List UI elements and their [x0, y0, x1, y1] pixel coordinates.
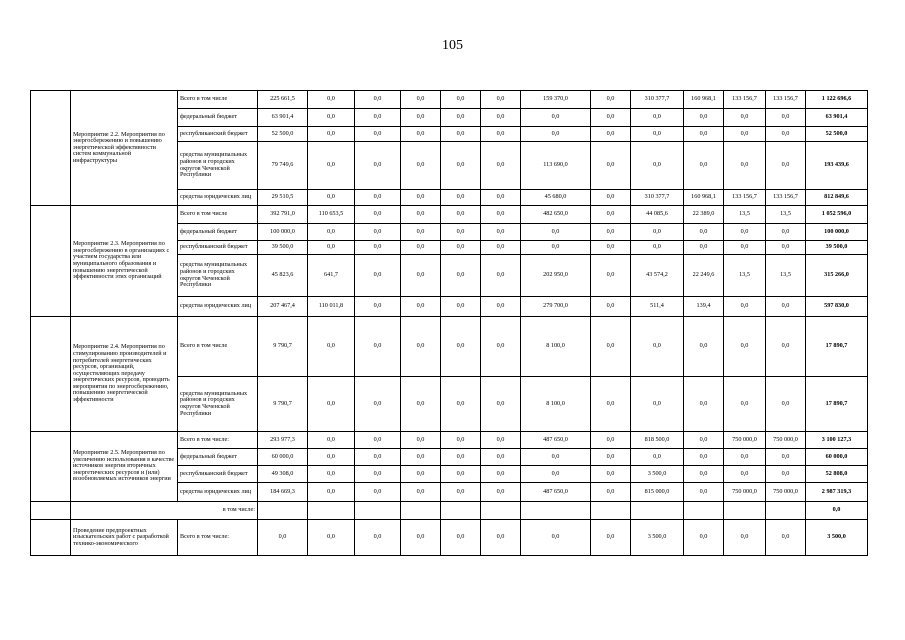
value-cell: 750 000,0 [766, 432, 806, 449]
value-cell: 13,5 [766, 255, 806, 297]
value-cell: 0,0 [401, 224, 441, 241]
value-cell: 0,0 [481, 255, 521, 297]
value-cell: 0,0 [481, 297, 521, 317]
value-cell: 0,0 [401, 190, 441, 206]
value-cell: 0,0 [401, 255, 441, 297]
value-cell: 0,0 [684, 483, 724, 502]
value-cell: 0,0 [355, 432, 401, 449]
value-cell: 113 690,0 [521, 142, 591, 190]
value-cell: 0,0 [481, 466, 521, 483]
value-cell: 0,0 [724, 297, 766, 317]
table-row [31, 317, 868, 377]
value-cell: 110 011,8 [308, 297, 355, 317]
value-cell: 0,0 [591, 449, 631, 466]
value-cell: 0,0 [441, 241, 481, 255]
value-cell: 815 000,0 [631, 483, 684, 502]
value-cell: 0,0 [684, 224, 724, 241]
value-cell [308, 502, 355, 520]
value-cell: 310 377,7 [631, 190, 684, 206]
table-row [31, 91, 868, 109]
value-cell: 0,0 [441, 466, 481, 483]
value-cell: 0,0 [684, 377, 724, 432]
value-cell: 0,0 [355, 206, 401, 224]
value-cell: 0,0 [591, 127, 631, 142]
value-cell: 0,0 [441, 483, 481, 502]
value-cell [766, 502, 806, 520]
value-cell: 0,0 [521, 127, 591, 142]
table-row [31, 432, 868, 449]
value-cell [631, 502, 684, 520]
value-cell: 641,7 [308, 255, 355, 297]
value-cell: 511,4 [631, 297, 684, 317]
funding-source-cell: средства муниципальных районов и городских округов Чеченской Республики [178, 377, 258, 432]
value-cell: 0,0 [684, 241, 724, 255]
value-cell: 3 500,0 [631, 466, 684, 483]
value-cell [401, 502, 441, 520]
value-cell: 0,0 [631, 224, 684, 241]
funding-source-cell: республиканский бюджет [178, 127, 258, 142]
total-cell: 597 830,0 [806, 297, 868, 317]
value-cell: 0,0 [684, 142, 724, 190]
value-cell: 0,0 [521, 466, 591, 483]
funding-source-cell: средства муниципальных районов и городских округов Чеченской Республики [178, 142, 258, 190]
value-cell: 750 000,0 [766, 483, 806, 502]
budget-table [30, 90, 868, 556]
value-cell: 0,0 [355, 377, 401, 432]
value-cell: 0,0 [308, 224, 355, 241]
page-number: 105 [442, 38, 463, 53]
total-cell: 3 500,0 [806, 520, 868, 556]
funding-source-cell: федеральный бюджет [178, 224, 258, 241]
value-cell: 0,0 [401, 466, 441, 483]
value-cell: 79 749,6 [258, 142, 308, 190]
value-cell: 0,0 [631, 317, 684, 377]
value-cell: 0,0 [481, 520, 521, 556]
value-cell: 0,0 [355, 224, 401, 241]
value-cell: 750 000,0 [724, 483, 766, 502]
funding-source-cell: республиканский бюджет [178, 466, 258, 483]
value-cell: 0,0 [591, 483, 631, 502]
value-cell: 0,0 [591, 377, 631, 432]
value-cell: 0,0 [766, 449, 806, 466]
total-cell: 2 987 319,3 [806, 483, 868, 502]
total-cell: 39 500,0 [806, 241, 868, 255]
value-cell: 0,0 [724, 241, 766, 255]
value-cell: 0,0 [308, 127, 355, 142]
value-cell: 45 680,0 [521, 190, 591, 206]
funding-source-cell: Всего в том числе: [178, 432, 258, 449]
value-cell: 0,0 [355, 91, 401, 109]
value-cell: 44 085,6 [631, 206, 684, 224]
value-cell: 310 377,7 [631, 91, 684, 109]
value-cell: 110 653,5 [308, 206, 355, 224]
value-cell: 0,0 [766, 224, 806, 241]
total-cell: 60 000,0 [806, 449, 868, 466]
value-cell [355, 502, 401, 520]
value-cell: 487 650,0 [521, 483, 591, 502]
value-cell: 22 249,6 [684, 255, 724, 297]
value-cell: 482 650,0 [521, 206, 591, 224]
value-cell: 0,0 [631, 142, 684, 190]
value-cell: 22 389,0 [684, 206, 724, 224]
value-cell: 133 156,7 [724, 91, 766, 109]
value-cell [481, 502, 521, 520]
table-body [31, 91, 868, 556]
value-cell: 9 790,7 [258, 317, 308, 377]
value-cell: 0,0 [308, 466, 355, 483]
value-cell: 0,0 [308, 483, 355, 502]
value-cell: 0,0 [766, 520, 806, 556]
value-cell: 207 467,4 [258, 297, 308, 317]
value-cell: 0,0 [631, 377, 684, 432]
value-cell: 160 968,1 [684, 91, 724, 109]
value-cell: 0,0 [684, 109, 724, 127]
value-cell: 0,0 [401, 317, 441, 377]
value-cell: 0,0 [441, 190, 481, 206]
value-cell: 0,0 [308, 317, 355, 377]
value-cell: 0,0 [591, 520, 631, 556]
number-cell [31, 432, 71, 502]
value-cell: 0,0 [591, 224, 631, 241]
value-cell: 0,0 [481, 317, 521, 377]
value-cell: 0,0 [591, 91, 631, 109]
value-cell: 0,0 [766, 466, 806, 483]
value-cell: 0,0 [401, 91, 441, 109]
funding-source-cell: федеральный бюджет [178, 449, 258, 466]
total-cell: 3 100 127,3 [806, 432, 868, 449]
value-cell: 0,0 [401, 109, 441, 127]
total-cell: 17 890,7 [806, 377, 868, 432]
value-cell: 160 968,1 [684, 190, 724, 206]
number-cell [31, 206, 71, 317]
value-cell: 0,0 [355, 449, 401, 466]
total-cell: 17 890,7 [806, 317, 868, 377]
value-cell: 0,0 [684, 449, 724, 466]
value-cell: 0,0 [355, 520, 401, 556]
value-cell: 0,0 [481, 109, 521, 127]
value-cell: 0,0 [631, 241, 684, 255]
value-cell: 0,0 [355, 109, 401, 127]
number-cell [31, 91, 71, 206]
value-cell: 39 500,0 [258, 241, 308, 255]
value-cell: 0,0 [355, 241, 401, 255]
value-cell: 8 100,0 [521, 377, 591, 432]
value-cell: 0,0 [521, 520, 591, 556]
value-cell: 0,0 [355, 255, 401, 297]
value-cell [591, 502, 631, 520]
funding-source-cell: Всего в том числе [178, 206, 258, 224]
value-cell: 100 000,0 [258, 224, 308, 241]
number-cell [31, 317, 71, 432]
measure-cell: Мероприятие 2.2. Мероприятия по энергосбережению и повышению энергетической эффективности систем коммунальной инфраструктуры [71, 91, 178, 206]
measure-cell: Мероприятие 2.3. Мероприятия по энергосбережению в организациях с участием государства или муниципального образования и повышению энергетической эффективности этих организаций [71, 206, 178, 317]
value-cell: 0,0 [441, 297, 481, 317]
value-cell: 0,0 [481, 206, 521, 224]
value-cell: 133 156,7 [766, 190, 806, 206]
value-cell: 0,0 [308, 241, 355, 255]
value-cell: 0,0 [591, 190, 631, 206]
value-cell: 133 156,7 [724, 190, 766, 206]
value-cell: 0,0 [401, 142, 441, 190]
value-cell: 63 901,4 [258, 109, 308, 127]
value-cell: 0,0 [441, 109, 481, 127]
table-row [31, 206, 868, 224]
value-cell: 139,4 [684, 297, 724, 317]
value-cell: 0,0 [766, 297, 806, 317]
value-cell: 0,0 [481, 91, 521, 109]
funding-source-cell: республиканский бюджет [178, 241, 258, 255]
value-cell: 0,0 [724, 127, 766, 142]
value-cell: 0,0 [766, 109, 806, 127]
value-cell: 0,0 [441, 91, 481, 109]
value-cell: 0,0 [591, 432, 631, 449]
value-cell: 0,0 [631, 449, 684, 466]
funding-source-cell: федеральный бюджет [178, 109, 258, 127]
value-cell: 49 308,0 [258, 466, 308, 483]
table-row [31, 520, 868, 556]
value-cell: 0,0 [724, 224, 766, 241]
value-cell: 225 661,5 [258, 91, 308, 109]
total-cell: 193 439,6 [806, 142, 868, 190]
value-cell [684, 502, 724, 520]
value-cell: 0,0 [766, 317, 806, 377]
value-cell: 13,5 [766, 206, 806, 224]
value-cell: 0,0 [684, 432, 724, 449]
total-cell: 315 266,0 [806, 255, 868, 297]
total-cell: 1 122 696,6 [806, 91, 868, 109]
value-cell: 0,0 [441, 224, 481, 241]
value-cell: 0,0 [401, 241, 441, 255]
including-label-cell: в том числе: [71, 502, 258, 520]
value-cell: 0,0 [684, 466, 724, 483]
value-cell: 0,0 [481, 127, 521, 142]
value-cell [521, 502, 591, 520]
value-cell: 0,0 [441, 432, 481, 449]
value-cell: 0,0 [481, 224, 521, 241]
value-cell: 0,0 [308, 91, 355, 109]
value-cell: 750 000,0 [724, 432, 766, 449]
funding-source-cell: средства муниципальных районов и городских округов Чеченской Республики [178, 255, 258, 297]
funding-source-cell: средства юридических лиц [178, 190, 258, 206]
value-cell: 0,0 [355, 317, 401, 377]
value-cell: 0,0 [401, 297, 441, 317]
value-cell: 0,0 [766, 142, 806, 190]
value-cell: 133 156,7 [766, 91, 806, 109]
total-cell: 1 052 596,0 [806, 206, 868, 224]
total-cell: 63 901,4 [806, 109, 868, 127]
value-cell: 392 791,0 [258, 206, 308, 224]
value-cell: 0,0 [441, 449, 481, 466]
value-cell: 0,0 [441, 206, 481, 224]
value-cell: 0,0 [308, 432, 355, 449]
value-cell: 0,0 [308, 520, 355, 556]
value-cell: 0,0 [481, 432, 521, 449]
value-cell: 0,0 [441, 317, 481, 377]
value-cell: 60 000,0 [258, 449, 308, 466]
value-cell: 0,0 [441, 255, 481, 297]
value-cell: 279 700,0 [521, 297, 591, 317]
value-cell: 202 950,0 [521, 255, 591, 297]
value-cell: 0,0 [481, 449, 521, 466]
number-cell [31, 502, 71, 520]
value-cell: 0,0 [591, 206, 631, 224]
value-cell: 0,0 [401, 432, 441, 449]
value-cell: 0,0 [355, 297, 401, 317]
value-cell: 45 823,6 [258, 255, 308, 297]
value-cell: 0,0 [481, 377, 521, 432]
funding-source-cell: Всего в том числе: [178, 520, 258, 556]
total-cell: 812 849,6 [806, 190, 868, 206]
value-cell: 52 500,0 [258, 127, 308, 142]
funding-source-cell: Всего в том числе [178, 317, 258, 377]
value-cell: 0,0 [481, 483, 521, 502]
value-cell: 0,0 [441, 127, 481, 142]
value-cell: 0,0 [481, 142, 521, 190]
value-cell: 0,0 [724, 449, 766, 466]
value-cell: 0,0 [308, 449, 355, 466]
value-cell: 0,0 [481, 190, 521, 206]
value-cell: 0,0 [401, 127, 441, 142]
value-cell: 0,0 [724, 520, 766, 556]
funding-source-cell: Всего в том числе [178, 91, 258, 109]
value-cell: 0,0 [724, 377, 766, 432]
value-cell: 0,0 [401, 377, 441, 432]
value-cell [258, 502, 308, 520]
value-cell: 8 100,0 [521, 317, 591, 377]
value-cell: 0,0 [724, 142, 766, 190]
value-cell: 0,0 [591, 241, 631, 255]
measure-cell: Мероприятие 2.4. Мероприятия по стимулированию производителей и потребителей энергетических ресурсов, организаций, осуществляющих передачу энергетических ресурсов, проводить мероприятия по энергосбережению, повышению энергетической эффективности [71, 317, 178, 432]
value-cell: 0,0 [441, 377, 481, 432]
value-cell: 0,0 [724, 109, 766, 127]
value-cell: 0,0 [441, 520, 481, 556]
value-cell: 0,0 [521, 109, 591, 127]
value-cell: 0,0 [521, 224, 591, 241]
value-cell: 13,5 [724, 255, 766, 297]
value-cell: 0,0 [481, 241, 521, 255]
value-cell: 0,0 [355, 190, 401, 206]
value-cell: 0,0 [355, 483, 401, 502]
value-cell: 293 977,3 [258, 432, 308, 449]
value-cell: 0,0 [308, 142, 355, 190]
value-cell: 0,0 [401, 206, 441, 224]
value-cell: 0,0 [591, 255, 631, 297]
funding-source-cell: средства юридических лиц [178, 483, 258, 502]
value-cell: 0,0 [766, 377, 806, 432]
total-cell: 100 000,0 [806, 224, 868, 241]
value-cell: 0,0 [355, 142, 401, 190]
value-cell: 0,0 [591, 109, 631, 127]
measure-cell: Мероприятие 2.5. Мероприятия по увеличению использования в качестве источников энергии вторичных энергетических ресурсов и (или) возобновляемых источников энергии [71, 432, 178, 502]
value-cell: 0,0 [591, 317, 631, 377]
value-cell: 43 574,2 [631, 255, 684, 297]
total-cell: 0,0 [806, 502, 868, 520]
value-cell: 0,0 [308, 109, 355, 127]
value-cell: 818 500,0 [631, 432, 684, 449]
total-cell: 52 808,0 [806, 466, 868, 483]
value-cell: 3 500,0 [631, 520, 684, 556]
value-cell: 0,0 [258, 520, 308, 556]
value-cell: 0,0 [521, 449, 591, 466]
value-cell: 0,0 [591, 466, 631, 483]
value-cell: 0,0 [684, 520, 724, 556]
value-cell: 0,0 [631, 109, 684, 127]
value-cell: 0,0 [401, 483, 441, 502]
value-cell: 0,0 [631, 127, 684, 142]
value-cell: 29 510,5 [258, 190, 308, 206]
value-cell: 0,0 [684, 127, 724, 142]
value-cell: 0,0 [724, 466, 766, 483]
value-cell: 0,0 [308, 377, 355, 432]
value-cell: 9 790,7 [258, 377, 308, 432]
value-cell: 0,0 [766, 241, 806, 255]
total-cell: 52 500,0 [806, 127, 868, 142]
value-cell: 487 650,0 [521, 432, 591, 449]
table-row [31, 502, 868, 520]
value-cell: 0,0 [724, 317, 766, 377]
value-cell: 0,0 [308, 190, 355, 206]
funding-source-cell: средства юридических лиц [178, 297, 258, 317]
value-cell: 0,0 [355, 466, 401, 483]
value-cell [441, 502, 481, 520]
value-cell: 0,0 [766, 127, 806, 142]
value-cell: 0,0 [521, 241, 591, 255]
value-cell: 0,0 [441, 142, 481, 190]
value-cell: 0,0 [355, 127, 401, 142]
value-cell: 0,0 [684, 317, 724, 377]
value-cell: 184 669,3 [258, 483, 308, 502]
value-cell: 0,0 [401, 449, 441, 466]
value-cell [724, 502, 766, 520]
value-cell: 0,0 [591, 297, 631, 317]
value-cell: 159 370,0 [521, 91, 591, 109]
value-cell: 0,0 [401, 520, 441, 556]
measure-cell: Проведение предпроектных изыскательских работ с разработкой технико-экономического [71, 520, 178, 556]
number-cell [31, 520, 71, 556]
value-cell: 0,0 [591, 142, 631, 190]
value-cell: 13,5 [724, 206, 766, 224]
